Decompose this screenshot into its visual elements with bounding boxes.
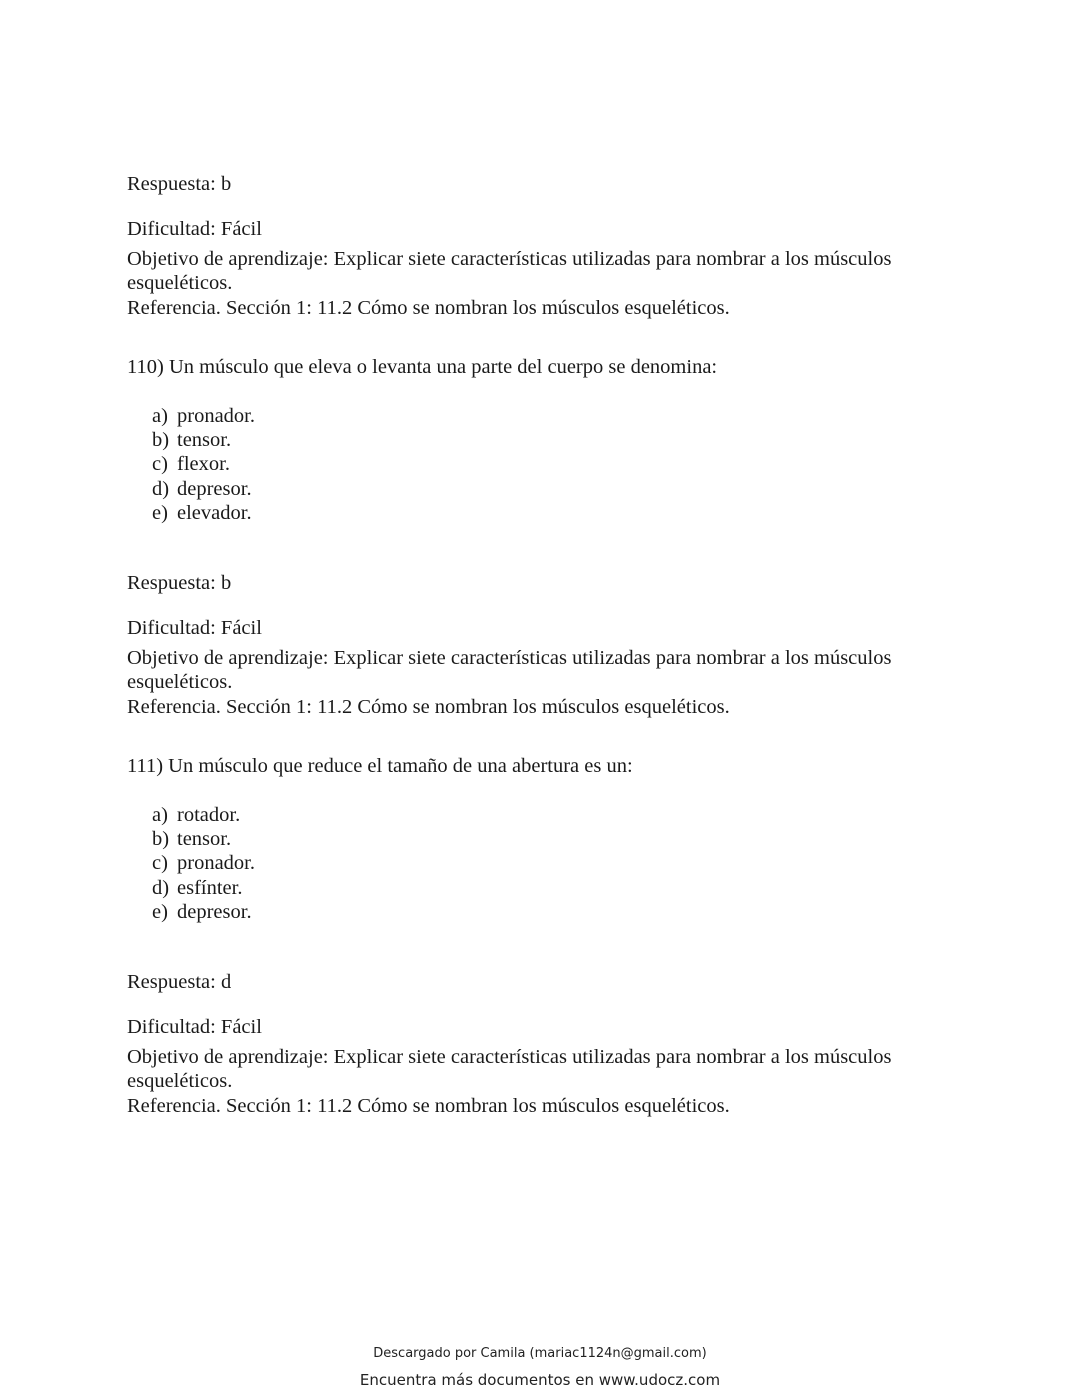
- option-letter: c): [152, 852, 168, 874]
- option-item: [152, 477, 252, 501]
- option-text: pronador.: [177, 852, 255, 874]
- option-item: [152, 404, 255, 428]
- option-item: [152, 501, 252, 525]
- option-text: esfínter.: [177, 877, 243, 899]
- option-item: [152, 900, 252, 924]
- option-text: depresor.: [177, 478, 252, 500]
- option-letter: d): [152, 877, 170, 899]
- option-letter: a): [152, 804, 168, 826]
- option-letter: b): [152, 828, 170, 850]
- option-letter: b): [152, 429, 170, 451]
- option-text: depresor.: [177, 901, 252, 923]
- objective-line: Objetivo de aprendizaje: Explicar siete características utilizadas para nombrar a los músculos: [127, 647, 892, 669]
- objective-line: Objetivo de aprendizaje: Explicar siete características utilizadas para nombrar a los músculos: [127, 248, 892, 270]
- option-text: tensor.: [177, 828, 232, 850]
- reference-line: Referencia. Sección 1: 11.2 Cómo se nombran los músculos esqueléticos.: [127, 696, 730, 718]
- option-item: [152, 428, 231, 452]
- footer-downloaded-by: Descargado por Camila (mariac1124n@gmail.com): [373, 1346, 707, 1361]
- answer-line: Respuesta: b: [127, 572, 232, 594]
- option-item: [152, 803, 240, 827]
- difficulty-line: Dificultad: Fácil: [127, 617, 262, 639]
- answer-line: Respuesta: b: [127, 173, 232, 195]
- difficulty-line: Dificultad: Fácil: [127, 218, 262, 240]
- objective-line: Objetivo de aprendizaje: Explicar siete características utilizadas para nombrar a los músculos: [127, 1046, 892, 1068]
- option-letter: c): [152, 453, 168, 475]
- answer-line: Respuesta: d: [127, 971, 232, 993]
- footer-more-documents: Encuentra más documentos en www.udocz.com: [359, 1371, 721, 1389]
- reference-line: Referencia. Sección 1: 11.2 Cómo se nombran los músculos esqueléticos.: [127, 297, 730, 319]
- option-text: tensor.: [177, 429, 232, 451]
- option-item: [152, 452, 230, 476]
- objective-line-continued: esqueléticos.: [127, 272, 233, 294]
- option-letter: d): [152, 478, 170, 500]
- objective-line-continued: esqueléticos.: [127, 671, 233, 693]
- objective-line-continued: esqueléticos.: [127, 1070, 233, 1092]
- option-item: [152, 876, 242, 900]
- option-letter: e): [152, 502, 168, 524]
- option-item: [152, 827, 231, 851]
- option-item: [152, 851, 255, 875]
- difficulty-line: Dificultad: Fácil: [127, 1016, 262, 1038]
- question-110: 110) Un músculo que eleva o levanta una parte del cuerpo se denomina:: [127, 356, 718, 378]
- option-letter: a): [152, 405, 168, 427]
- option-letter: e): [152, 901, 168, 923]
- option-text: elevador.: [177, 502, 252, 524]
- reference-line: Referencia. Sección 1: 11.2 Cómo se nombran los músculos esqueléticos.: [127, 1095, 730, 1117]
- option-text: flexor.: [177, 453, 230, 475]
- question-111: 111) Un músculo que reduce el tamaño de una abertura es un:: [127, 755, 633, 777]
- option-text: rotador.: [177, 804, 241, 826]
- option-text: pronador.: [177, 405, 255, 427]
